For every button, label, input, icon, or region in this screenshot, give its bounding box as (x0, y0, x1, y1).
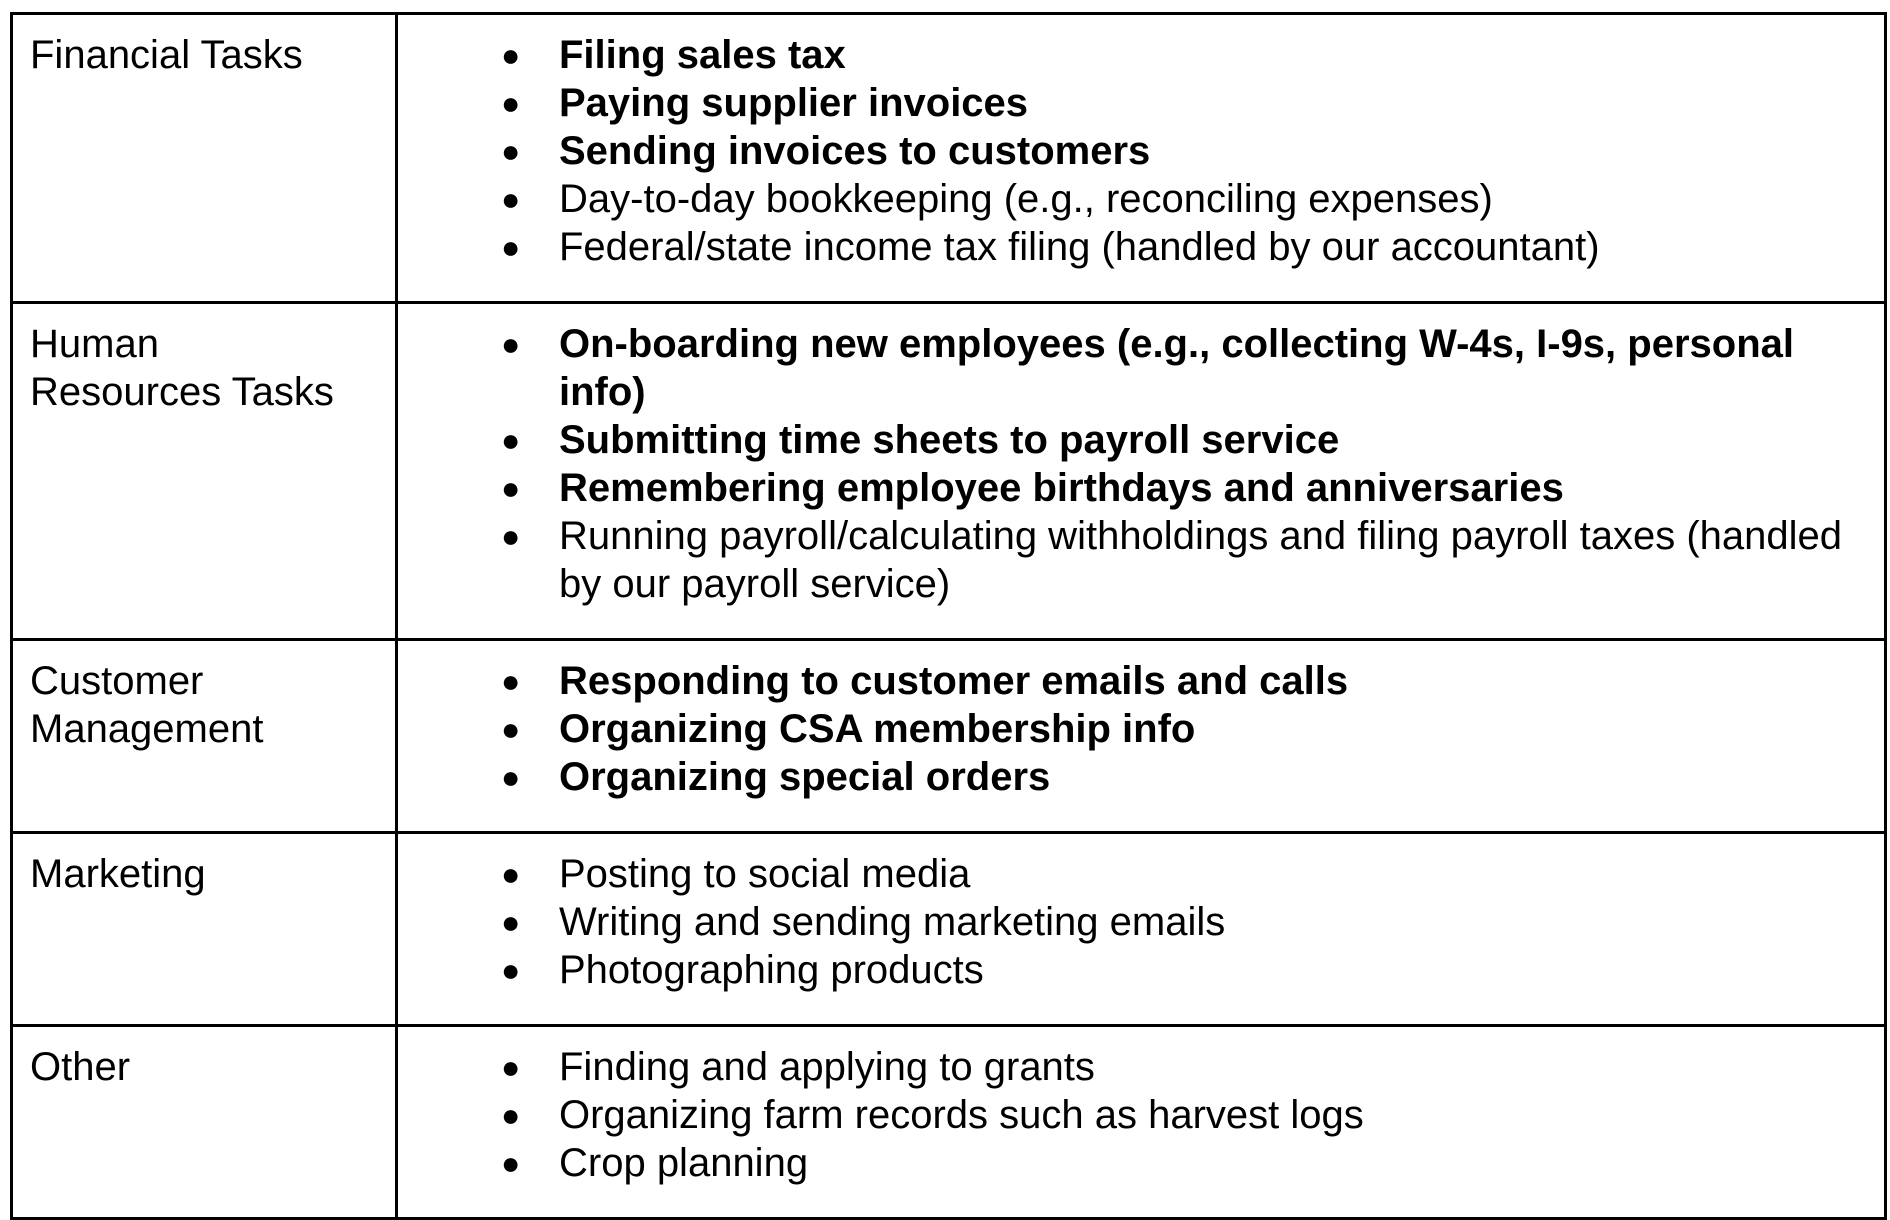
task-text: Sending invoices to customers (559, 129, 1151, 173)
task-list (398, 1027, 1884, 1217)
tasks-cell (397, 303, 1886, 640)
task-text: Crop planning (559, 1141, 809, 1185)
task-item (398, 1091, 1884, 1139)
task-text: Writing and sending marketing emails (559, 900, 1226, 944)
bullet-icon: ● (501, 759, 521, 795)
task-item (398, 223, 1884, 271)
task-table (10, 12, 1887, 1220)
category-label: Human Resources Tasks (30, 322, 334, 414)
task-item (398, 416, 1884, 464)
bullet-icon: ● (501, 518, 521, 554)
bullet-icon: ● (501, 422, 521, 458)
category-cell (12, 1026, 397, 1219)
table-row (12, 640, 1886, 833)
task-text: Remembering employee birthdays and anniversaries (559, 466, 1564, 510)
tasks-cell (397, 14, 1886, 303)
bullet-icon: ● (501, 181, 521, 217)
category-label: Other (30, 1045, 131, 1089)
bullet-icon: ● (501, 326, 521, 362)
bullet-icon: ● (501, 229, 521, 265)
task-list (398, 304, 1884, 638)
category-cell (12, 640, 397, 833)
task-text: Finding and applying to grants (559, 1045, 1095, 1089)
task-text: Running payroll/calculating withholdings and filing payroll taxes (handled by our payroll service) (559, 514, 1843, 606)
task-text: Filing sales tax (559, 33, 846, 77)
task-text: Federal/state income tax filing (handled by our accountant) (559, 225, 1600, 269)
task-item (398, 320, 1884, 416)
task-item (398, 175, 1884, 223)
task-text: Organizing CSA membership info (559, 707, 1196, 751)
task-item (398, 898, 1884, 946)
task-list (398, 15, 1884, 301)
task-text: Paying supplier invoices (559, 81, 1029, 125)
task-item (398, 850, 1884, 898)
table-row (12, 14, 1886, 303)
tasks-cell (397, 640, 1886, 833)
task-item (398, 31, 1884, 79)
task-item (398, 946, 1884, 994)
bullet-icon: ● (501, 952, 521, 988)
task-text: Day-to-day bookkeeping (e.g., reconciling expenses) (559, 177, 1493, 221)
category-cell (12, 833, 397, 1026)
task-item (398, 464, 1884, 512)
bullet-icon: ● (501, 470, 521, 506)
task-text: Posting to social media (559, 852, 971, 896)
bullet-icon: ● (501, 1145, 521, 1181)
bullet-icon: ● (501, 856, 521, 892)
tasks-cell (397, 833, 1886, 1026)
table-row (12, 1026, 1886, 1219)
category-cell (12, 303, 397, 640)
task-item (398, 1043, 1884, 1091)
bullet-icon: ● (501, 1049, 521, 1085)
task-item (398, 753, 1884, 801)
bullet-icon: ● (501, 85, 521, 121)
bullet-icon: ● (501, 1097, 521, 1133)
task-table-body (12, 14, 1886, 1219)
bullet-icon: ● (501, 133, 521, 169)
bullet-icon: ● (501, 37, 521, 73)
table-row (12, 303, 1886, 640)
task-item (398, 79, 1884, 127)
task-item (398, 705, 1884, 753)
task-text: On-boarding new employees (e.g., collecting W-4s, I-9s, personal info) (559, 322, 1794, 414)
bullet-icon: ● (501, 711, 521, 747)
category-cell (12, 14, 397, 303)
category-label: Financial Tasks (30, 33, 303, 77)
category-label: Customer Management (30, 659, 264, 751)
task-text: Responding to customer emails and calls (559, 659, 1349, 703)
bullet-icon: ● (501, 663, 521, 699)
task-item (398, 657, 1884, 705)
task-text: Submitting time sheets to payroll service (559, 418, 1340, 462)
task-text: Photographing products (559, 948, 984, 992)
task-text: Organizing special orders (559, 755, 1051, 799)
task-list (398, 834, 1884, 1024)
task-item (398, 1139, 1884, 1187)
category-label: Marketing (30, 852, 206, 896)
task-item (398, 127, 1884, 175)
task-text: Organizing farm records such as harvest logs (559, 1093, 1364, 1137)
bullet-icon: ● (501, 904, 521, 940)
task-item (398, 512, 1884, 608)
table-row (12, 833, 1886, 1026)
tasks-cell (397, 1026, 1886, 1219)
task-list (398, 641, 1884, 831)
